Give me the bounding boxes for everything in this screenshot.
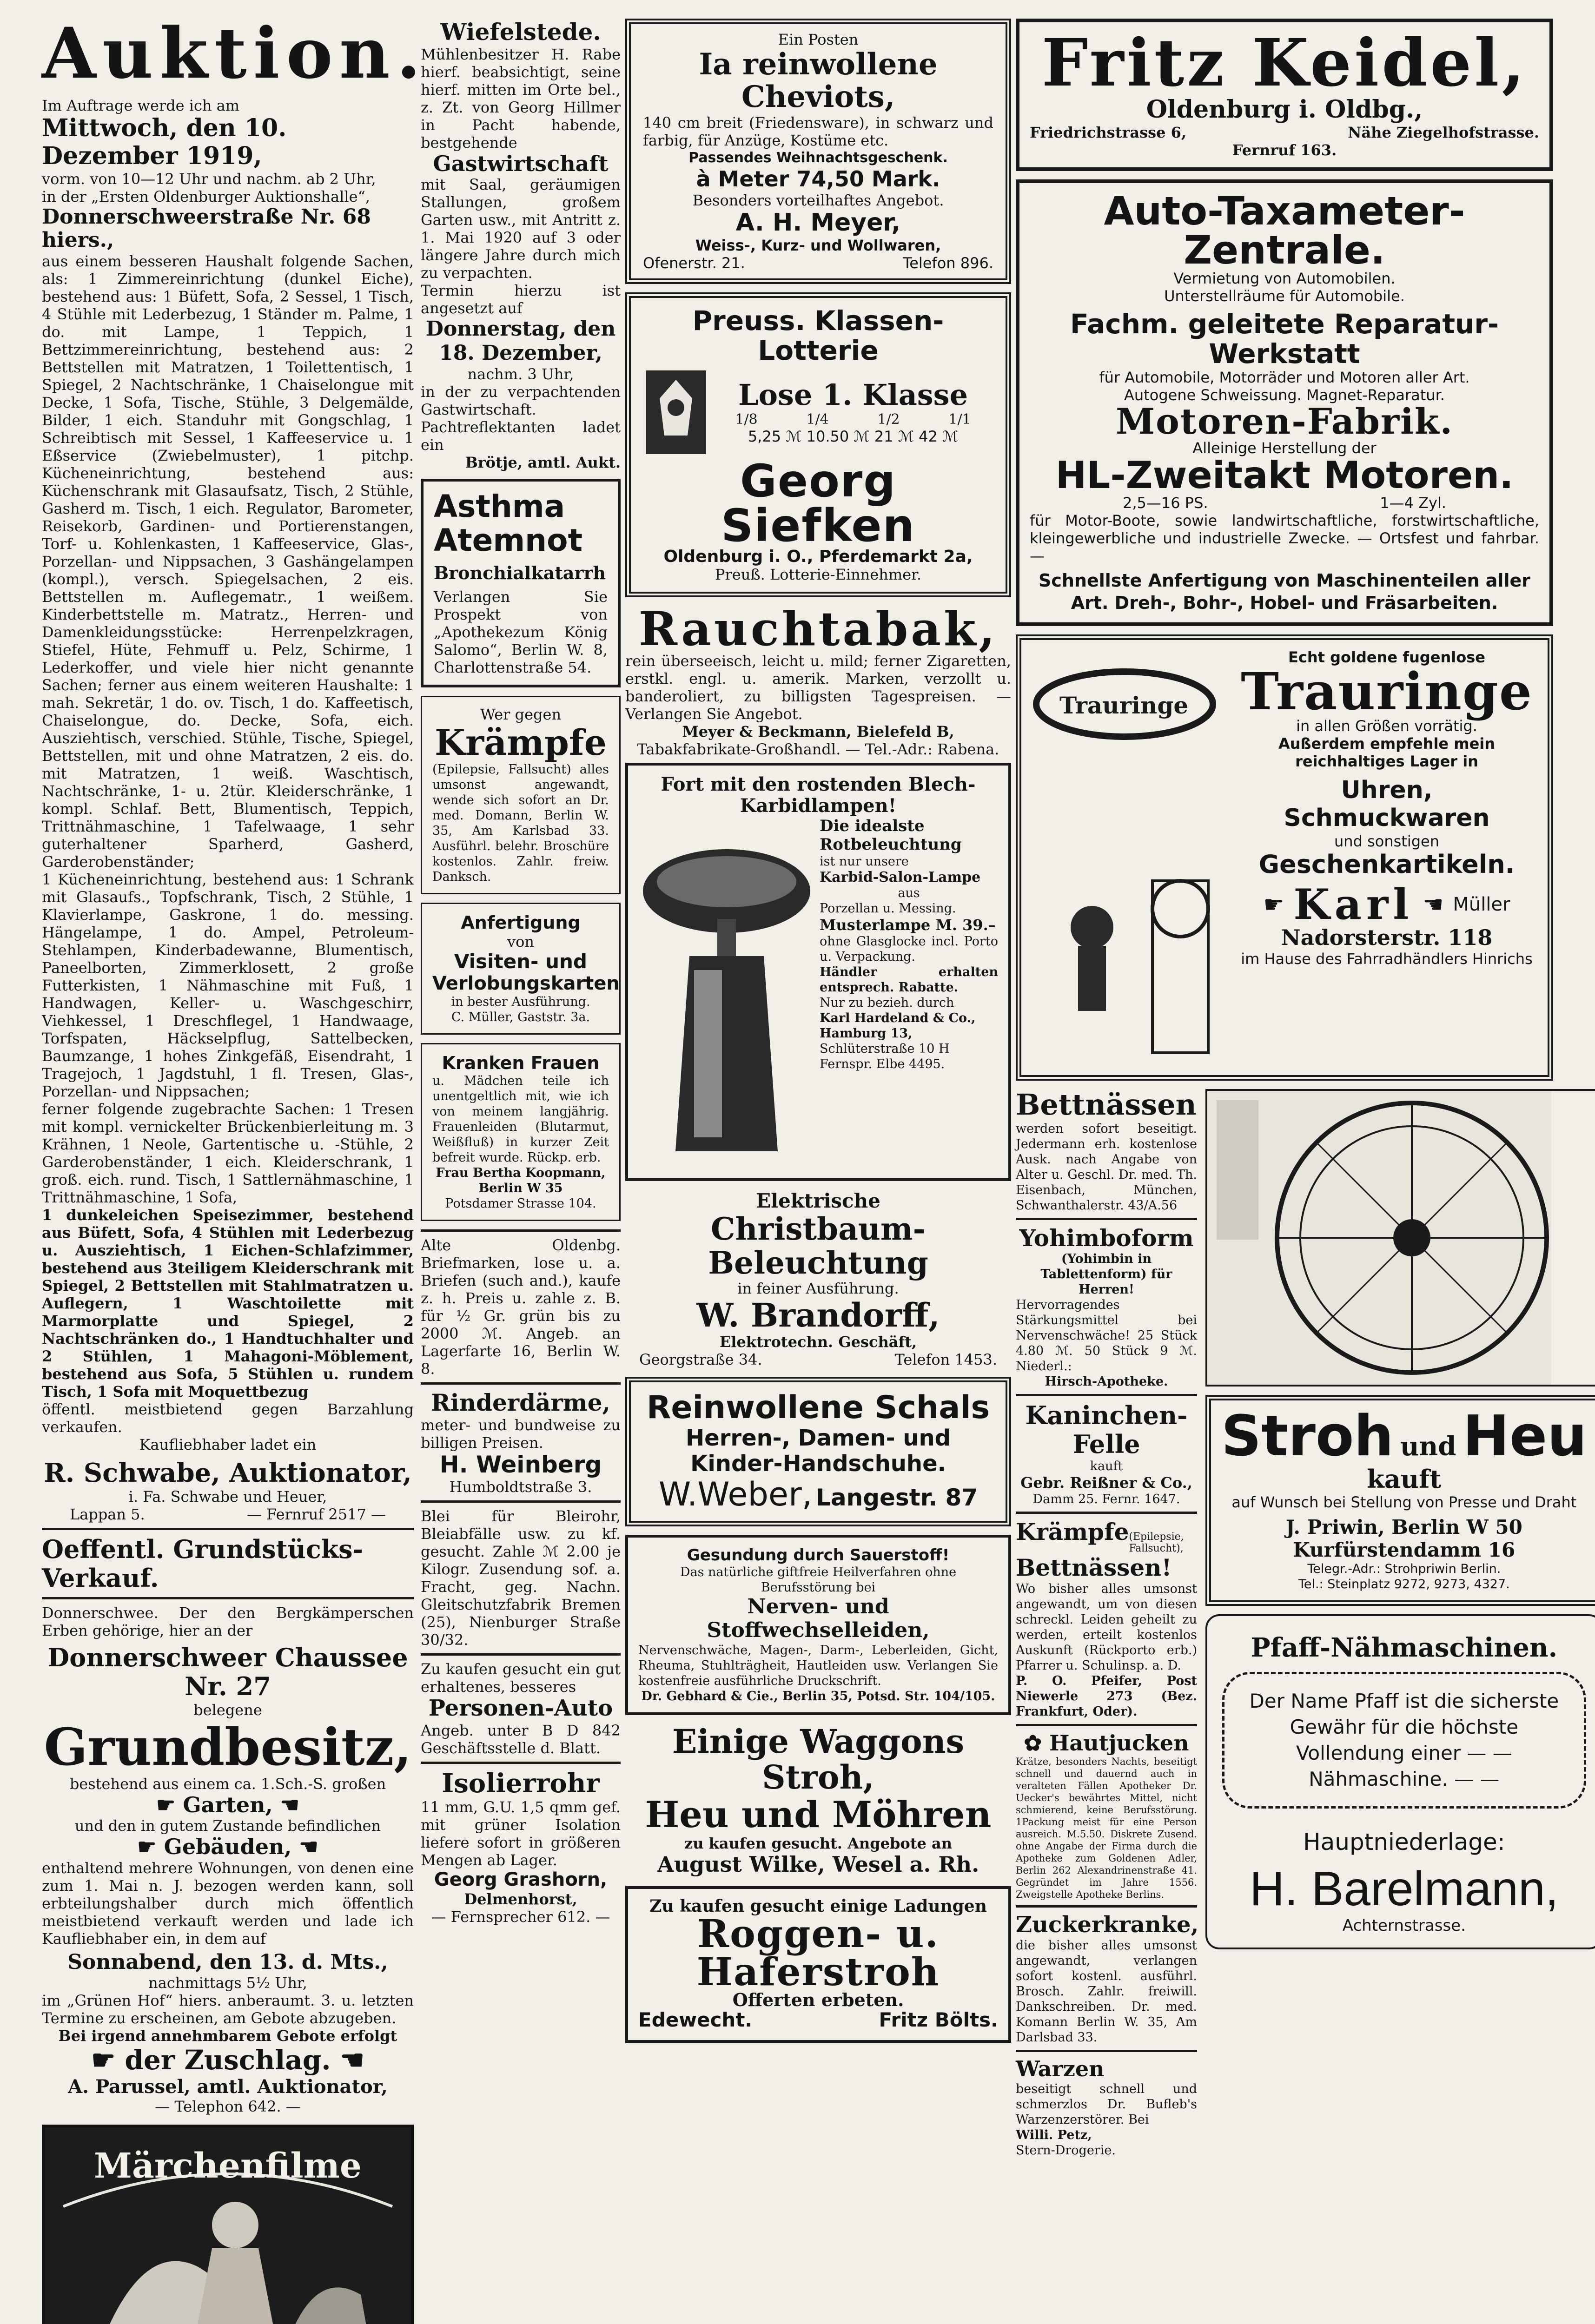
kr2-title-2: Bettnässen! (1016, 1554, 1172, 1582)
kr2-ad (1016, 1519, 1197, 1719)
stroh-tel-1: Telegr.-Adr.: Strohpriwin Berlin. (1307, 1562, 1501, 1577)
kr2-name: P. O. Pfeifer, Post Niewerle 273 (Bez. Frankfurt, Oder). (1016, 1673, 1197, 1719)
waggons-name: August Wilke, Wesel a. Rh. (657, 1852, 980, 1877)
wiefelstede-body: Mühlenbesitzer H. Rabe hierf. beabsichtigt, seine hierf. mitten im Orte bel., z. Zt. von Georg Hillmer in Pacht habende, bestgehende (421, 45, 621, 152)
cheviots-intro: Ein Posten (778, 31, 859, 48)
cheviots-gift: Passendes Weihnachtsgeschenk. (688, 149, 948, 166)
hafer-offer: Offerten erbeten. (732, 1989, 904, 2011)
pointing-hand-icon: ☛ (1263, 891, 1284, 918)
taxameter-line-3: für Automobile, Motorräder und Motoren aller Art. (1099, 369, 1470, 387)
visiten-von: von (507, 933, 534, 951)
yoh-body: Hervorragendes Stärkungsmittel bei Nervenschwäche! 25 Stück 4.80 ℳ. 50 Stück 9 ℳ. Niederl.: (1016, 1298, 1197, 1374)
christbaum-top: Elektrische (756, 1189, 880, 1213)
rauch-body: rein überseeisch, leicht u. mild; ferner Zigaretten, erstkl. engl. u. amerik. Marken, verzollt u. banderoliert, zu billigsten Tagespreisen. — Verlangen Sie Angebot. (625, 652, 1011, 723)
lotterie-frac-2: 1/4 (806, 411, 829, 428)
lotterie-addr: Oldenburg i. O., Pferdemarkt 2a, (663, 547, 973, 567)
waggons-line-2: Heu und Möhren (645, 1793, 992, 1836)
trauringe-name-2: Müller (1453, 894, 1510, 916)
kraempfe-ad (421, 696, 621, 895)
auktion-body-3: ferner folgende zugebrachte Sachen: 1 Tresen mit kompl. vernickelter Brückenbierleitung m. 3 Krähnen, 1 Neole, Gartentische u. -Stühle, 2 Garderobenständer, 1 eich. Kleiderschrank, 1 groß. eich. rund. Tisch, 1 Sattlernähmaschine, 1 Trittnähmaschine, 1 Sofa, (42, 1100, 414, 1206)
stroh-ad (1205, 1395, 1595, 1606)
wiefelstede-termin: Termin hierzu ist angesetzt auf (421, 282, 621, 317)
schals-addr: Langestr. 87 (816, 1484, 978, 1512)
hafer-name: Fritz Bölts. (879, 2008, 998, 2032)
grund-name: A. Parussel, amtl. Auktionator, (68, 2076, 388, 2098)
pfaff-name: H. Barelmann, (1249, 1862, 1559, 1916)
grund-gebaeude-label: Gebäuden, (164, 1834, 292, 1860)
rauch-sub: Tabakfabrikate-Großhandl. — Tel.-Adr.: Rabena. (637, 740, 999, 759)
isolier-body: 11 mm, G.U. 1,5 qmm gef. mit grüner Isolation liefere sofort in größeren Mengen ab Lager. (421, 1798, 621, 1869)
haut-title: ✿ Hautjucken (1024, 1730, 1189, 1756)
trauringe-line-4: und sonstigen (1334, 832, 1439, 850)
gesund-big: Nerven- und Stoffwechselleiden, (707, 1595, 930, 1643)
grund-zuschlag-label: der Zuschlag. (125, 2044, 331, 2076)
asthma-body: Verlangen Sie Prospekt von „Apothekezum König Salomo“, Berlin W. 8, Charlottenstraße 54. (434, 588, 608, 676)
karbid-nur: Nur zu bezieh. durch (820, 996, 954, 1010)
christbaum-addr: Georgstraße 34. (639, 1351, 762, 1369)
grund-body: enthaltend mehrere Wohnungen, von denen eine zum 1. Mai n. J. bezogen werden kann, soll erbteilungshalber durch mich öffentlich meistbietend verkauft werden und lade ich Kaufliebhaber ein, in dem auf (42, 1859, 414, 1948)
pfaff-ad (1205, 1614, 1595, 1949)
rinder-title: Rinderdärme, (431, 1389, 610, 1417)
taxameter-ad (1016, 179, 1553, 627)
isolier-city: Delmenhorst, (464, 1890, 577, 1908)
christbaum-ad (625, 1189, 1011, 1368)
wiefelstede-body-2: mit Saal, geräumigen Stallungen, großem Garten usw., mit Antritt z. 1. Mai 1920 auf 3 oder längere Jahre durch mich zu verpachten. (421, 176, 621, 282)
waggons-ad (625, 1723, 1011, 1877)
hafer-top: Zu kaufen gesucht einige Ladungen (649, 1896, 987, 1916)
cheviots-title: Ia reinwollene Cheviots, (699, 47, 938, 115)
cheviots-goods: Weiss-, Kurz- und Wollwaren, (695, 237, 941, 255)
auktion-intro: Im Auftrage werde ich am (42, 97, 240, 114)
grund-garten-label: Garten, (183, 1792, 273, 1817)
asthma-title-2: Atemnot (434, 522, 583, 558)
karbid-addr: Schlüterstraße 10 H (820, 1042, 950, 1056)
stroh-addr: Kurfürstendamm 16 (1293, 1538, 1516, 1562)
ring-label: Trauringe (1059, 692, 1189, 720)
haut-title-label: Hautjucken (1049, 1730, 1189, 1756)
isolier-title: Isolierrohr (442, 1768, 600, 1799)
kanin-name: Gebr. Reißner & Co., (1020, 1474, 1192, 1492)
zodiac-image (1205, 1089, 1595, 1386)
auto-body: Angeb. unter B D 842 Geschäftsstelle d. Blatt. (421, 1721, 621, 1757)
taxameter-rep: Fachm. geleitete Reparatur-Werkstatt (1070, 308, 1499, 370)
grund-tel: — Telephon 642. — (155, 2098, 301, 2116)
trauringe-line-1: in allen Größen vorrätig. (1296, 717, 1477, 735)
pfaff-addr: Achternstrasse. (1342, 1916, 1466, 1935)
christbaum-sub-2: Elektrotechn. Geschäft, (719, 1333, 917, 1351)
zucker-ad (1016, 1912, 1197, 2045)
pfaff-title: Pfaff-Nähmaschinen. (1251, 1632, 1558, 1664)
ring-watch-illustration (1032, 648, 1227, 1067)
trauringe-addr: Nadorsterstr. 118 (1281, 925, 1493, 951)
warzen-addr: Stern-Drogerie. (1016, 2143, 1116, 2158)
stroh-kauft: kauft (1367, 1464, 1442, 1494)
rauch-name: Meyer & Beckmann, Bielefeld B, (682, 723, 954, 741)
visiten-title-2: Visiten- und (454, 950, 587, 973)
kr2-title-1: Krämpfe (1016, 1518, 1129, 1546)
wiefelstede-sign: Brötje, amtl. Aukt. (465, 454, 621, 472)
rinder-ad (421, 1389, 621, 1496)
grund-zuschlag: ☛ der Zuschlag. ☚ (91, 2044, 364, 2076)
column-3 (625, 19, 1011, 2051)
bettn-title: Bettnässen (1016, 1088, 1197, 1122)
lotterie-sub: Lose 1. Klasse (738, 378, 968, 412)
karbid-lamp: Karbid-Salon-Lampe (820, 869, 981, 886)
c4-right-stack (1205, 1089, 1595, 2158)
grund-title: Oeffentl. Grundstücks-Verkauf. (42, 1534, 363, 1593)
pfaff-haupt: Hauptniederlage: (1303, 1829, 1505, 1856)
taxameter-hl: HL-Zweitakt Motoren. (1055, 454, 1514, 497)
karbid-mat: Porzellan u. Messing. (820, 901, 956, 916)
taxameter-line-2: Unterstellräume für Automobile. (1164, 287, 1405, 305)
auktion-time: vorm. von 10—12 Uhr und nachm. ab 2 Uhr, (42, 170, 376, 188)
auto-ad (421, 1660, 621, 1756)
visiten-title-3: Verlobungskarten (432, 973, 620, 995)
lotterie-fractions (711, 411, 995, 428)
auktion-street: Donnerschweerstraße Nr. 68 hiers., (42, 205, 371, 252)
cheviots-addr: Ofenerstr. 21. (643, 254, 745, 272)
film-image (45, 2127, 411, 2324)
karbid-tel: Fernspr. Elbe 4495. (820, 1057, 945, 1072)
karbid-name: Karl Hardeland & Co., (820, 1011, 976, 1026)
kanin-title: Kaninchen-Felle (1025, 1400, 1188, 1459)
cheviots-ad (625, 19, 1011, 284)
stroh-name: J. Priwin, Berlin W 50 (1285, 1516, 1522, 1539)
lotterie-name: Georg Siefken (721, 455, 915, 552)
zucker-title: Zuckerkranke, (1016, 1911, 1199, 1938)
auktion-name: R. Schwabe, Auktionator, (44, 1457, 412, 1488)
bettn-ad (1016, 1089, 1197, 1213)
christbaum-title: Christbaum-Beleuchtung (708, 1211, 928, 1281)
keidel-tel: Fernruf 163. (1232, 141, 1337, 159)
trauringe-ad (1016, 634, 1553, 1081)
auktion-date: Mittwoch, den 10. Dezember 1919, (42, 114, 287, 170)
auktion-firm: i. Fa. Schwabe und Heuer, (128, 1488, 327, 1506)
gesund-ad (625, 1535, 1011, 1715)
rauch-title: Rauchtabak, (638, 601, 998, 657)
auktion-title: Auktion. (42, 13, 427, 94)
auktion-tel: — Fernruf 2517 — (247, 1505, 386, 1524)
trauringe-title: Trauringe (1241, 661, 1533, 722)
karbid-city: Hamburg 13, (820, 1026, 913, 1041)
grund-time: nachmittags 5½ Uhr, (148, 1974, 307, 1992)
auktion-ad (42, 13, 427, 1524)
grund-belegene: belegene (193, 1701, 262, 1719)
haut-ad (1016, 1731, 1197, 1901)
lotterie-title: Preuss. Klassen-Lotterie (692, 305, 944, 367)
hafer-title: Roggen- u. Haferstroh (696, 1912, 940, 1995)
frauen-name: Frau Bertha Koopmann, Berlin W 35 (436, 1166, 606, 1196)
auktion-terms: öffentl. meistbietend gegen Barzahlung verkaufen. (42, 1400, 414, 1436)
stroh-line-1: auf Wunsch bei Stellung von Presse und Draht (1231, 1493, 1577, 1512)
haut-body: Krätze, besonders Nachts, beseitigt schnell und dauernd auch in veralteten Fällen Apotheker Dr. Uecker's bewährtes Mittel, nicht schmierend, keine Berufsstörung. 1Packung meist für eine Person ausreich. M.5.50. Diskrete Zusend. ohne Angabe der Firma durch die Apotheke zum Goldenen Adler, Berlin 262 Alexandrinenstraße 41. Gegründet im Jahre 1556. Zweigstelle Apotheke Berlins. (1016, 1756, 1197, 1900)
grund-cons: bestehend aus einem ca. 1.Sch.-S. großen (69, 1775, 386, 1793)
wiefelstede-big: Gastwirtschaft (433, 151, 609, 176)
taxameter-line-4: Autogene Schweissung. Magnet-Reparatur. (1124, 386, 1445, 404)
rinder-addr: Humboldtstraße 3. (449, 1478, 592, 1496)
hafer-city: Edewecht. (638, 2008, 753, 2032)
c4-left-stack (1016, 1089, 1197, 2158)
keidel-city: Oldenburg i. Oldbg., (1146, 95, 1423, 124)
column-1 (42, 13, 427, 2324)
taxameter-title: Auto-Taxameter-Zentrale. (1104, 188, 1465, 273)
zucker-body: die bisher alles umsonst angewandt, verlangen sofort kostenl. ausführl. Brosch. Zahlr. freiwill. Dankschreiben. Dr. med. Komann Berlin W. 35, Am Darlsbad 33. (1016, 1938, 1197, 2045)
gesund-sub: Das natürliche giftfreie Heilverfahren ohne Berufsstörung bei (680, 1565, 957, 1595)
auktion-invite: Kaufliebhaber ladet ein (139, 1435, 317, 1453)
zodiac-wheel-illustration (1207, 1091, 1551, 1385)
pfaff-body: Der Name Pfaff ist die sicherste Gewähr für die höchste Vollendung einer — — Nähmaschine. — — (1249, 1690, 1559, 1791)
grund-garten: ☛ Garten, ☚ (156, 1792, 299, 1817)
asthma-title-3: Bronchialkatarrh (434, 562, 606, 583)
gesund-body: Nervenschwäche, Magen-, Darm-, Leberleiden, Gicht, Rheuma, Stuhlträgheit, Hautleiden usw. Verlangen Sie kostenfreie ausführliche Druckschrift. (638, 1643, 998, 1688)
yoh-sign: Hirsch-Apotheke. (1045, 1374, 1168, 1389)
auto-intro: Zu kaufen gesucht ein gut erhaltenes, besseres (421, 1660, 621, 1696)
frauen-body: u. Mädchen teile ich unentgeltlich mit, wie ich von meinem langjährig. Frauenleiden (Blutarmut, Weißfluß) in kurzer Zeit befreit wurde. Rückp. erb. (432, 1074, 609, 1165)
keidel-addr-2: Nähe Ziegelhofstrasse. (1348, 123, 1539, 141)
grund-date: Sonnabend, den 13. d. Mts., (67, 1950, 388, 1974)
wiefelstede-body-3: in der zu verpachtenden Gastwirtschaft. Pachtreflektanten ladet ein (421, 383, 621, 454)
stroh-tel-2: Tel.: Steinplatz 9272, 9273, 4327. (1298, 1577, 1510, 1592)
kr2-paren: (Epilepsie, Fallsucht), (1129, 1531, 1184, 1555)
taxameter-fab: Motoren-Fabrik. (1115, 401, 1454, 442)
kr2-body: Wo bisher alles umsonst angewandt, um von diesen schreckl. Leiden geheilt zu werden, erteilt kostenlos Auskunft (Rückporto erb.) Pfarrer u. Schulinsp. a. D. (1016, 1581, 1197, 1673)
bettn-body: werden sofort beseitigt. Jedermann erh. kostenlose Ausk. nach Angabe von Alter u. Geschl. Dr. med. Th. Eisenbach, München, Schwanthalerstr. 43/A.56 (1016, 1121, 1197, 1213)
stroh-und: und (1400, 1431, 1456, 1462)
waggons-line-1: Einige Waggons Stroh, (672, 1722, 965, 1796)
karbid-title: Fort mit den rostenden Blech-Karbidlampen! (661, 773, 976, 817)
rinder-body: meter- und bundweise zu billigen Preisen. (421, 1416, 621, 1452)
karbid-aus: aus (898, 886, 920, 901)
schals-ad (625, 1377, 1011, 1526)
wiefelstede-title: Wiefelstede. (440, 18, 601, 46)
warzen-title: Warzen (1016, 2056, 1105, 2081)
schals-title: Reinwollene Schals (646, 1389, 990, 1426)
trauringe-line-5: Geschenkartikeln. (1258, 849, 1515, 879)
christbaum-name: W. Brandorff, (696, 1296, 940, 1335)
taxameter-line-1: Vermietung von Automobilen. (1173, 269, 1396, 287)
marken-body: Alte Oldenbg. Briefmarken, lose u. a. Briefen (such and.), kaufe z. h. Preis u. zahle z. B. für ½ Gr. grün bis zu 2000 ℳ. Angeb. an Lagerfarte 16, Berlin W. 8. (421, 1236, 621, 1378)
yoh-title: Yohimboform (1019, 1224, 1194, 1252)
lotterie-frac-4: 1/1 (948, 411, 971, 428)
auktion-body: aus einem besseren Haushalt folgende Sachen, als: 1 Zimmereinrichtung (dunkel Eiche), bestehend aus: 1 Büfett, Sofa, 2 Sessel, 1 Tisch, 4 Stühle mit Lederbezug, 1 Ständer m. Palme, 1 do. mit Lampe, 1 Teppich, 1 Bettzimmereinrichtung, bestehend aus: 2 Bettstellen mit Matratzen, 1 Toilettentisch, 1 Spiegel, 2 Nachtschränke, 1 Chaiselongue mit Decke, 1 Sofa, Tische, Stühle, 3 Delgemälde, Bilder, 1 eich. Standuhr mit Gongschlag, 1 Schreibtisch mit Sessel, 1 Kaffeeservice u. 1 Eßservice (Zwiebelmuster), 1 pitchp. Kücheneinrichtung, bestehend aus: Küchenschrank mit Glasaufsatz, Tisch, 2 Stühle, Gasherd m. Tisch, 1 eich. Regulator, Barometer, Reisekorb, Gardinen- und Portierenstangen, Torf- u. Kohlenkasten, 1 Kaffeeservice, Glas-, Porzellan- und Nippsachen, 3 Gashängelampen (kompl.), versch. Spiegelsachen, 2 eis. Bettstellen m. Auflegematr., 1 weißem. Kinderbettstelle m. Matratz., Herren- und Damenkleidungsstücke: Herrenpelzkragen, Stiefel, Hüte, Fehmuff u. Pelz, Schirme, 1 Lederkoffer, und viele hier nicht genannte Sachen; ferner aus einem weiteren Haushalte: 1 mah. Sekretär, 1 do. ov. Tisch, 1 do. Kaffeetisch, Chaiselongue, do. Decke, Sofa, eich. Ausziehtisch, verschied. Stühle, Tische, Spiegel, Bettstellen, mit und ohne Matratzen, 2 eis. do. mit Matratzen, 1 weiß. Waschtisch, Nachtschränke, 1- u. 2tür. Kleiderschränke, 1 kompl. Schlaf. Bett, Blumentisch, Teppich, Trittnähmaschine, 1 Tafelwaage, 1 sehr guterhaltener Sparherd, Gasherd, Garderobenständer; (42, 252, 414, 871)
trauringe-line-2: Außerdem empfehle mein reichhaltiges Lager in (1278, 735, 1496, 771)
kanin-kauft: kauft (1090, 1459, 1123, 1474)
trauringe-line-3: Uhren, Schmuckwaren (1284, 776, 1490, 832)
karbid-ideal: Die idealste Rotbeleuchtung (820, 817, 962, 854)
grund-offer: Bei irgend annehmbarem Gebote erfolgt (58, 2027, 397, 2045)
kanin-addr: Damm 25. Fernr. 1647. (1032, 1492, 1180, 1507)
visiten-ad (421, 903, 621, 1035)
karbid-ad (625, 763, 1011, 1181)
warzen-ad (1016, 2057, 1197, 2158)
grund-intro: Donnerschwee. Der den Bergkämperschen Erben gehörige, hier an der (42, 1604, 414, 1640)
eagle-crest-icon (641, 366, 711, 459)
column-4 (1016, 19, 1587, 2158)
pfaff-body-box (1222, 1672, 1586, 1809)
taxameter-line-5: Alleinige Herstellung der (1192, 439, 1377, 457)
keidel-addr-1: Friedrichstrasse 6, (1030, 123, 1186, 141)
keidel-ad (1016, 19, 1553, 171)
asthma-ad (421, 479, 621, 687)
auto-title: Personen-Auto (428, 1695, 613, 1722)
visiten-line-4: in bester Ausführung. (451, 995, 590, 1010)
yoh-sub: (Yohimbin in Tablettenform) für Herren! (1040, 1252, 1172, 1297)
taxameter-ps: 2,5—16 PS. (1123, 494, 1208, 512)
warzen-name: Willi. Petz, (1016, 2127, 1092, 2142)
taxameter-line-6: für Motor-Boote, sowie landwirtschaftliche, forstwirtschaftliche, kleingewerbliche und industrielle Zwecke. — Ortsfest und fahrbar. — (1030, 512, 1539, 565)
lotterie-frac-1: 1/8 (735, 411, 758, 428)
visiten-title-1: Anfertigung (461, 912, 581, 933)
cheviots-tel: Telefon 896. (903, 254, 993, 272)
kraempfe-title: Krämpfe (435, 721, 607, 763)
trauringe-sub: im Hause des Fahrradhändlers Hinrichs (1241, 950, 1533, 968)
cheviots-name: A. H. Meyer, (735, 208, 901, 237)
schals-name: W.Weber, (658, 1475, 813, 1514)
wiefelstede-ad (421, 19, 621, 471)
lotterie-ad (625, 292, 1011, 597)
trauringe-name: Karl (1293, 880, 1414, 930)
grund-gebaeude: ☛ Gebäuden, ☚ (137, 1834, 318, 1860)
frauen-title: Kranken Frauen (442, 1053, 600, 1074)
kraempfe-intro: Wer gegen (480, 705, 562, 723)
column-2 (421, 19, 621, 1926)
lamp-illustration (638, 817, 815, 1170)
cheviots-offer: Besonders vorteilhaftes Angebot. (692, 191, 944, 209)
taxameter-line-7: Schnellste Anfertigung von Maschinenteilen aller Art. Dreh-, Bohr-, Hobel- und Fräsarbeiten. (1038, 570, 1530, 614)
trauringe-top: Echt goldene fugenlose (1288, 648, 1485, 667)
gesund-addr: Dr. Gebhard & Cie., Berlin 35, Potsd. Str. 104/105. (641, 1689, 995, 1703)
kraempfe-body: (Epilepsie, Fallsucht) alles umsonst angewandt, wende sich sofort an Dr. med. Domann, Berlin W. 35, Am Karlsbad 33. Ausführl. belehr. Broschüre kostenlos. Zahlr. freiw. Danksch. (432, 762, 609, 885)
auktion-addr: Lappan 5. (70, 1505, 145, 1524)
rauch-ad (625, 601, 1011, 759)
auktion-body-2: 1 Kücheneinrichtung, bestehend aus: 1 Schrank mit Glasaufs., Topfschrank, Tisch, 2 Stühle, 1 Klavierlampe, Gaskrone, 1 do. messing. Hängelampe, 1 do. Ampel, Petroleum-Stehlampen, Kinderbadewanne, Blumentisch, Paneelborten, Zimmerklosett, 2 große Futterkisten, 1 Nähmaschine mit Fuß, 1 Handwagen, Keller- u. Waschgeschirr, Viehkessel, 1 Dreschflegel, 1 Handwaage, Torfspaten, Häckselpflug, Sattelbecken, Baumzange, 1 hohes Zinkgefäß, Eisendraht, 1 Tragejoch, 1 Jagdstuhl, 1 fl. Tresen, Glas-, Porzellan- und Nippsachen; (42, 870, 414, 1100)
stroh-title-1: Stroh (1221, 1404, 1394, 1469)
frauen-ad (421, 1043, 621, 1221)
pointing-hand-left-icon: ☚ (1423, 891, 1444, 918)
lotterie-frac-3: 1/2 (877, 411, 900, 428)
karbid-haendler: Händler erhalten entsprech. Rabatte. (820, 965, 998, 995)
auktion-body-4: 1 dunkeleichen Speisezimmer, bestehend aus Büfett, Sofa, 4 Stühlen mit Lederbezug u. Ausziehtisch, 1 Eichen-Schlafzimmer, bestehend aus 3teiligem Kleiderschrank mit Spiegel, 2 Bettstellen mit Stahlmatratzen u. Auflegern, 1 Waschtoilette mit Marmorplatte und Spiegel, 2 Nachtschränken do., 1 Handtuchhalter und 2 Stühlen, 1 Mahagoni-Möblement, bestehend aus Sofa, 5 Stühlen u. rundem Tisch, 1 Sofa mit Moquettbezug (42, 1206, 414, 1400)
karbid-muster: Musterlampe M. 39.– (820, 916, 996, 934)
cheviots-body: 140 cm breit (Friedensware), in schwarz und farbig, für Anzüge, Kostüme etc. (643, 113, 993, 149)
blei-body: Blei für Bleirohr, Bleiabfälle usw. zu kf. gesucht. Zahle ℳ 2.00 je Kilogr. Zusendung sof. a. Fracht, geg. Nachn. Gleitschutzfabrik Bremen (25), Nienburger Straße 30/32. (421, 1507, 621, 1649)
lotterie-sub-2: Preuß. Lotterie-Einnehmer. (715, 566, 922, 584)
christbaum-tel: Telefon 1453. (894, 1351, 997, 1369)
schals-line-2: Herren-, Damen- und (686, 1425, 951, 1452)
wiefelstede-date: Donnerstag, den 18. Dezember, (425, 317, 616, 365)
auktion-place: in der „Ersten Oldenburger Auktionshalle“, (42, 187, 371, 205)
waggons-body: zu kaufen gesucht. Angebote an (684, 1835, 952, 1853)
karbid-ohne: ohne Glasglocke incl. Porto u. Verpackung. (820, 934, 998, 964)
grund-big: Grundbesitz, (44, 1717, 412, 1777)
grund-place: im „Grünen Hof“ hiers. anberaumt. 3. u. letzten Termine zu erscheinen, am Gebote abzugeben. (42, 1992, 414, 2027)
asthma-title-1: Asthma (434, 489, 565, 525)
visiten-line-5: C. Müller, Gaststr. 3a. (451, 1010, 590, 1025)
christbaum-sub: in feiner Ausführung. (737, 1280, 899, 1298)
frauen-addr: Potsdamer Strasse 104. (445, 1196, 596, 1211)
hafer-ad (625, 1886, 1011, 2042)
rinder-name: H. Weinberg (439, 1451, 602, 1478)
karbid-ist: ist nur unsere (820, 854, 909, 869)
isolier-name: Georg Grashorn, (434, 1869, 608, 1891)
gesund-title: Gesundung durch Sauerstoff! (687, 1546, 950, 1565)
stroh-title-2: Heu (1463, 1404, 1587, 1469)
film-ad (42, 2125, 414, 2324)
warzen-body: beseitigt schnell und schmerzlos Dr. Bufleb's Warzenzerstörer. Bei (1016, 2081, 1197, 2127)
schals-line-3: Kinder-Handschuhe. (690, 1451, 946, 1477)
grund-ad (42, 1535, 414, 2115)
kanin-ad (1016, 1401, 1197, 1507)
lotterie-prices: 5,25 ℳ 10.50 ℳ 21 ℳ 42 ℳ (748, 427, 959, 445)
isolier-tel: — Fernsprecher 612. — (431, 1908, 610, 1926)
grund-street: Donnerschweer Chaussee Nr. 27 (47, 1643, 408, 1702)
wiefelstede-time: nachm. 3 Uhr, (467, 365, 574, 383)
yoh-ad (1016, 1225, 1197, 1390)
film-title: Märchenfilme (94, 2146, 362, 2186)
keidel-title: Fritz Keidel, (1041, 25, 1528, 101)
taxameter-zyl: 1—4 Zyl. (1380, 494, 1446, 512)
cheviots-price: à Meter 74,50 Mark. (696, 166, 940, 191)
isolier-ad (421, 1769, 621, 1926)
grund-und: und den in gutem Zustande befindlichen (74, 1817, 381, 1835)
